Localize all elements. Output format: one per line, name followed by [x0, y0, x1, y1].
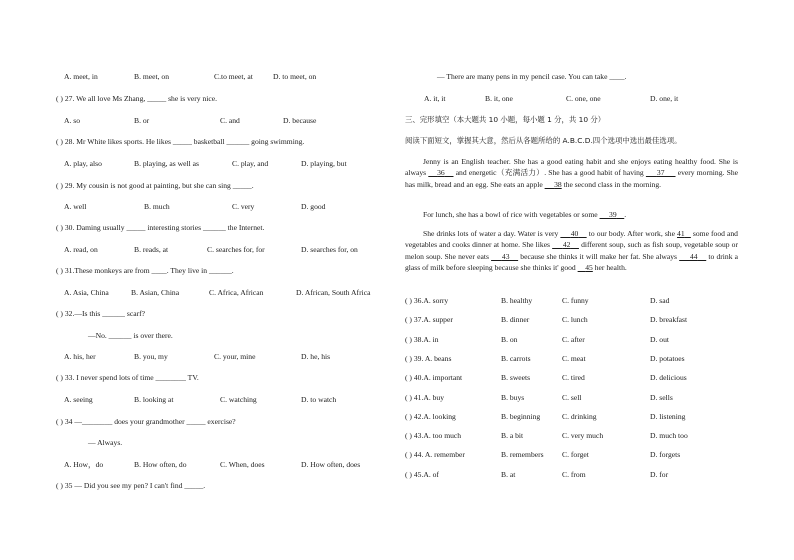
left-line-l41: ( ) 34 —________ does your grandmother _____ exercise? — [56, 417, 236, 426]
left-line-l4: D. to meet, on — [273, 72, 317, 81]
left-line-l12: B. playing, as well as — [134, 159, 199, 168]
left-line-l2: B. meet, on — [134, 72, 170, 81]
blank-42 — [552, 240, 579, 249]
left-line-l32: A. his, her — [64, 352, 96, 361]
option-45-d: D. for — [650, 469, 669, 479]
option-41-d: D. sells — [650, 392, 673, 402]
option-42-c: C. drinking — [562, 411, 597, 421]
question-35-reply: — There are many pens in my pencil case. You can take ____. — [437, 72, 627, 81]
left-line-l42: — Always. — [88, 438, 123, 447]
option-41-b: B. buys — [501, 392, 525, 402]
option-43-d: D. much too — [650, 431, 688, 441]
left-line-l20: ( ) 30. Daming usually _____ interesting stories ______ the Internet. — [56, 223, 265, 232]
blank-40 — [560, 229, 586, 238]
left-line-l8: C. and — [220, 116, 240, 125]
q35-option-a: A. it, it — [424, 94, 446, 103]
option-37-d: D. breakfast — [650, 315, 688, 325]
blank-number: 39 — [609, 210, 617, 219]
left-line-l29: D. African, South Africa — [296, 288, 371, 297]
left-line-l43: A. How，do — [64, 460, 104, 469]
passage-text: . — [624, 210, 627, 219]
blank-number: 38 — [554, 179, 562, 189]
left-line-l21: A. read, on — [64, 245, 98, 254]
left-line-l15: ( ) 29. My cousin is not good at painting, but she can sing _____. — [56, 181, 254, 190]
section-title: 三、完形填空（本大题共 10 小题，每小题 1 分，共 10 分） — [405, 115, 606, 124]
left-line-l9: D. because — [283, 116, 317, 125]
left-line-l31: —No. ______ is over there. — [88, 331, 173, 340]
q35-option-d: D. one, it — [650, 94, 679, 103]
left-line-l35: D. he, his — [301, 352, 331, 361]
passage-paragraph-1 — [405, 156, 738, 190]
option-39-d: D. potatoes — [650, 353, 685, 363]
left-line-l34: C. your, mine — [214, 352, 256, 361]
left-line-l17: B. much — [144, 202, 170, 211]
option-45-c: C. from — [562, 469, 586, 479]
q35-option-c: C. one, one — [566, 94, 601, 103]
blank-number: 36 — [437, 168, 445, 178]
option-40-b: B. sweets — [501, 373, 531, 383]
left-line-l26: A. Asia, China — [64, 288, 109, 297]
left-line-l16: A. well — [64, 202, 87, 211]
blank-36 — [428, 168, 453, 177]
left-line-l5: ( ) 27. We all love Ms Zhang, _____ she is very nice. — [56, 94, 218, 103]
option-44-b: B. remembers — [501, 450, 544, 460]
blank-44 — [679, 252, 706, 261]
option-39-q: ( ) 39. A. beans — [405, 353, 452, 363]
option-36-c: C. funny — [562, 296, 589, 305]
passage-text: and energetic（充满活力）. She has a good habit of having — [455, 168, 644, 178]
passage-text: her health. — [594, 263, 627, 273]
passage-paragraph-2 — [405, 209, 738, 220]
passage-text: every morning. She has milk, bread and an egg. She eats an apple — [405, 168, 738, 189]
passage-text: She drinks lots of water a day. Water is very — [423, 229, 559, 238]
blank-41 — [677, 229, 691, 238]
left-line-l39: C. watching — [220, 395, 257, 404]
blank-number: 37 — [656, 168, 665, 178]
left-line-l23: C. searches for, for — [207, 245, 265, 254]
option-40-q: ( ) 40.A. important — [405, 373, 463, 383]
left-line-l14: D. playing, but — [301, 159, 347, 168]
blank-number: 45 — [585, 263, 593, 273]
option-37-c: C. lunch — [562, 315, 588, 325]
left-line-l1: A. meet, in — [64, 72, 98, 81]
option-37-b: B. dinner — [501, 315, 530, 325]
blank-43 — [491, 252, 518, 261]
left-line-l13: C. play, and — [232, 159, 269, 168]
q35-option-b: B. it, one — [485, 94, 513, 103]
blank-number: 40 — [570, 229, 579, 238]
left-line-l40: D. to watch — [301, 395, 337, 404]
passage-text: different soup, such as fish soup, vegetable soup or melon soup. She never eats — [405, 240, 739, 261]
left-line-l19: D. good — [301, 202, 326, 211]
passage-text: to our body. After work, she — [588, 229, 675, 238]
option-42-b: B. beginning — [501, 411, 541, 421]
blank-37 — [646, 168, 676, 177]
option-38-q: ( ) 38.A. in — [405, 334, 439, 344]
option-44-d: D. forgets — [650, 450, 681, 460]
left-line-l18: C. very — [232, 202, 255, 211]
option-43-c: C. very much — [562, 431, 604, 441]
option-38-c: C. after — [562, 334, 585, 344]
passage-text: some food and vegetables and cooks dinner at home. She likes — [405, 229, 738, 250]
option-40-d: D. delicious — [650, 373, 687, 383]
option-39-b: B. carrots — [501, 353, 531, 363]
left-line-l38: B. looking at — [134, 395, 174, 404]
passage-text: to drink a glass of milk before sleeping because she thinks it' good — [405, 251, 739, 273]
left-line-l27: B. Asian, China — [131, 288, 180, 297]
blank-number: 44 — [689, 251, 698, 261]
left-line-l33: B. you, my — [134, 352, 168, 361]
blank-number: 43 — [501, 251, 510, 261]
left-line-l30: ( ) 32.—Is this ______ scarf? — [56, 309, 145, 318]
option-42-q: ( ) 42.A. looking — [405, 411, 456, 421]
option-42-d: D. listening — [650, 411, 686, 421]
left-line-l46: D. How often, does — [301, 460, 361, 469]
option-36-d: D. sad — [650, 296, 670, 305]
option-44-q: ( ) 44. A. remember — [405, 450, 465, 460]
left-line-l3: C.to meet, at — [214, 72, 253, 81]
left-line-l11: A. play, also — [64, 159, 102, 168]
left-line-l25: ( ) 31.These monkeys are from ____. They live in ______. — [56, 266, 234, 275]
left-line-l6: A. so — [64, 116, 81, 125]
left-line-l47: ( ) 35 — Did you see my pen? I can't find _____. — [56, 481, 206, 490]
passage-text: Jenny is an English teacher. She has a good eating habit and she enjoys eating healthy food. She is always — [405, 157, 738, 178]
left-line-l10: ( ) 28. Mr White likes sports. He likes _____ basketball ______ going swimming. — [56, 137, 305, 146]
option-39-c: C. meat — [562, 353, 586, 363]
left-line-l36: ( ) 33. I never spend lots of time ________ TV. — [56, 373, 199, 382]
option-40-c: C. tired — [562, 373, 585, 383]
passage-paragraph-3 — [405, 228, 738, 274]
option-38-d: D. out — [650, 334, 669, 344]
option-36-q: ( ) 36.A. sorry — [405, 296, 449, 305]
left-line-l45: C. When, does — [220, 460, 265, 469]
left-line-l37: A. seeing — [64, 395, 93, 404]
section-instruction: 阅读下面短文，掌握其大意，然后从各题所给的 A.B.C.D.四个选项中选出最佳选项。 — [405, 136, 682, 145]
option-43-b: B. a bit — [501, 431, 524, 441]
left-line-l7: B. or — [134, 116, 150, 125]
blank-number: 41 — [677, 229, 685, 238]
left-line-l24: D. searches for, on — [301, 245, 358, 254]
blank-45 — [578, 263, 593, 272]
left-line-l22: B. reads, at — [134, 245, 169, 254]
option-38-b: B. on — [501, 334, 518, 344]
option-43-q: ( ) 43.A. too much — [405, 431, 462, 441]
option-41-c: C. sell — [562, 392, 582, 402]
option-44-c: C. forget — [562, 450, 589, 460]
blank-38 — [545, 180, 562, 189]
left-line-l44: B. How often, do — [134, 460, 187, 469]
option-45-b: B. at — [501, 469, 516, 479]
passage-text: because she thinks it will make her fat. She always — [520, 251, 678, 261]
blank-39 — [600, 210, 625, 219]
option-36-b: B. healthy — [501, 296, 533, 305]
blank-number: 42 — [562, 240, 571, 250]
passage-text: For lunch, she has a bowl of rice with vegetables or some — [423, 210, 598, 219]
passage-text: the second class in the morning. — [563, 179, 662, 189]
option-37-q: ( ) 37.A. supper — [405, 315, 453, 325]
option-41-q: ( ) 41.A. buy — [405, 392, 445, 402]
option-45-q: ( ) 45.A. of — [405, 469, 439, 479]
left-line-l28: C. Africa, African — [209, 288, 264, 297]
